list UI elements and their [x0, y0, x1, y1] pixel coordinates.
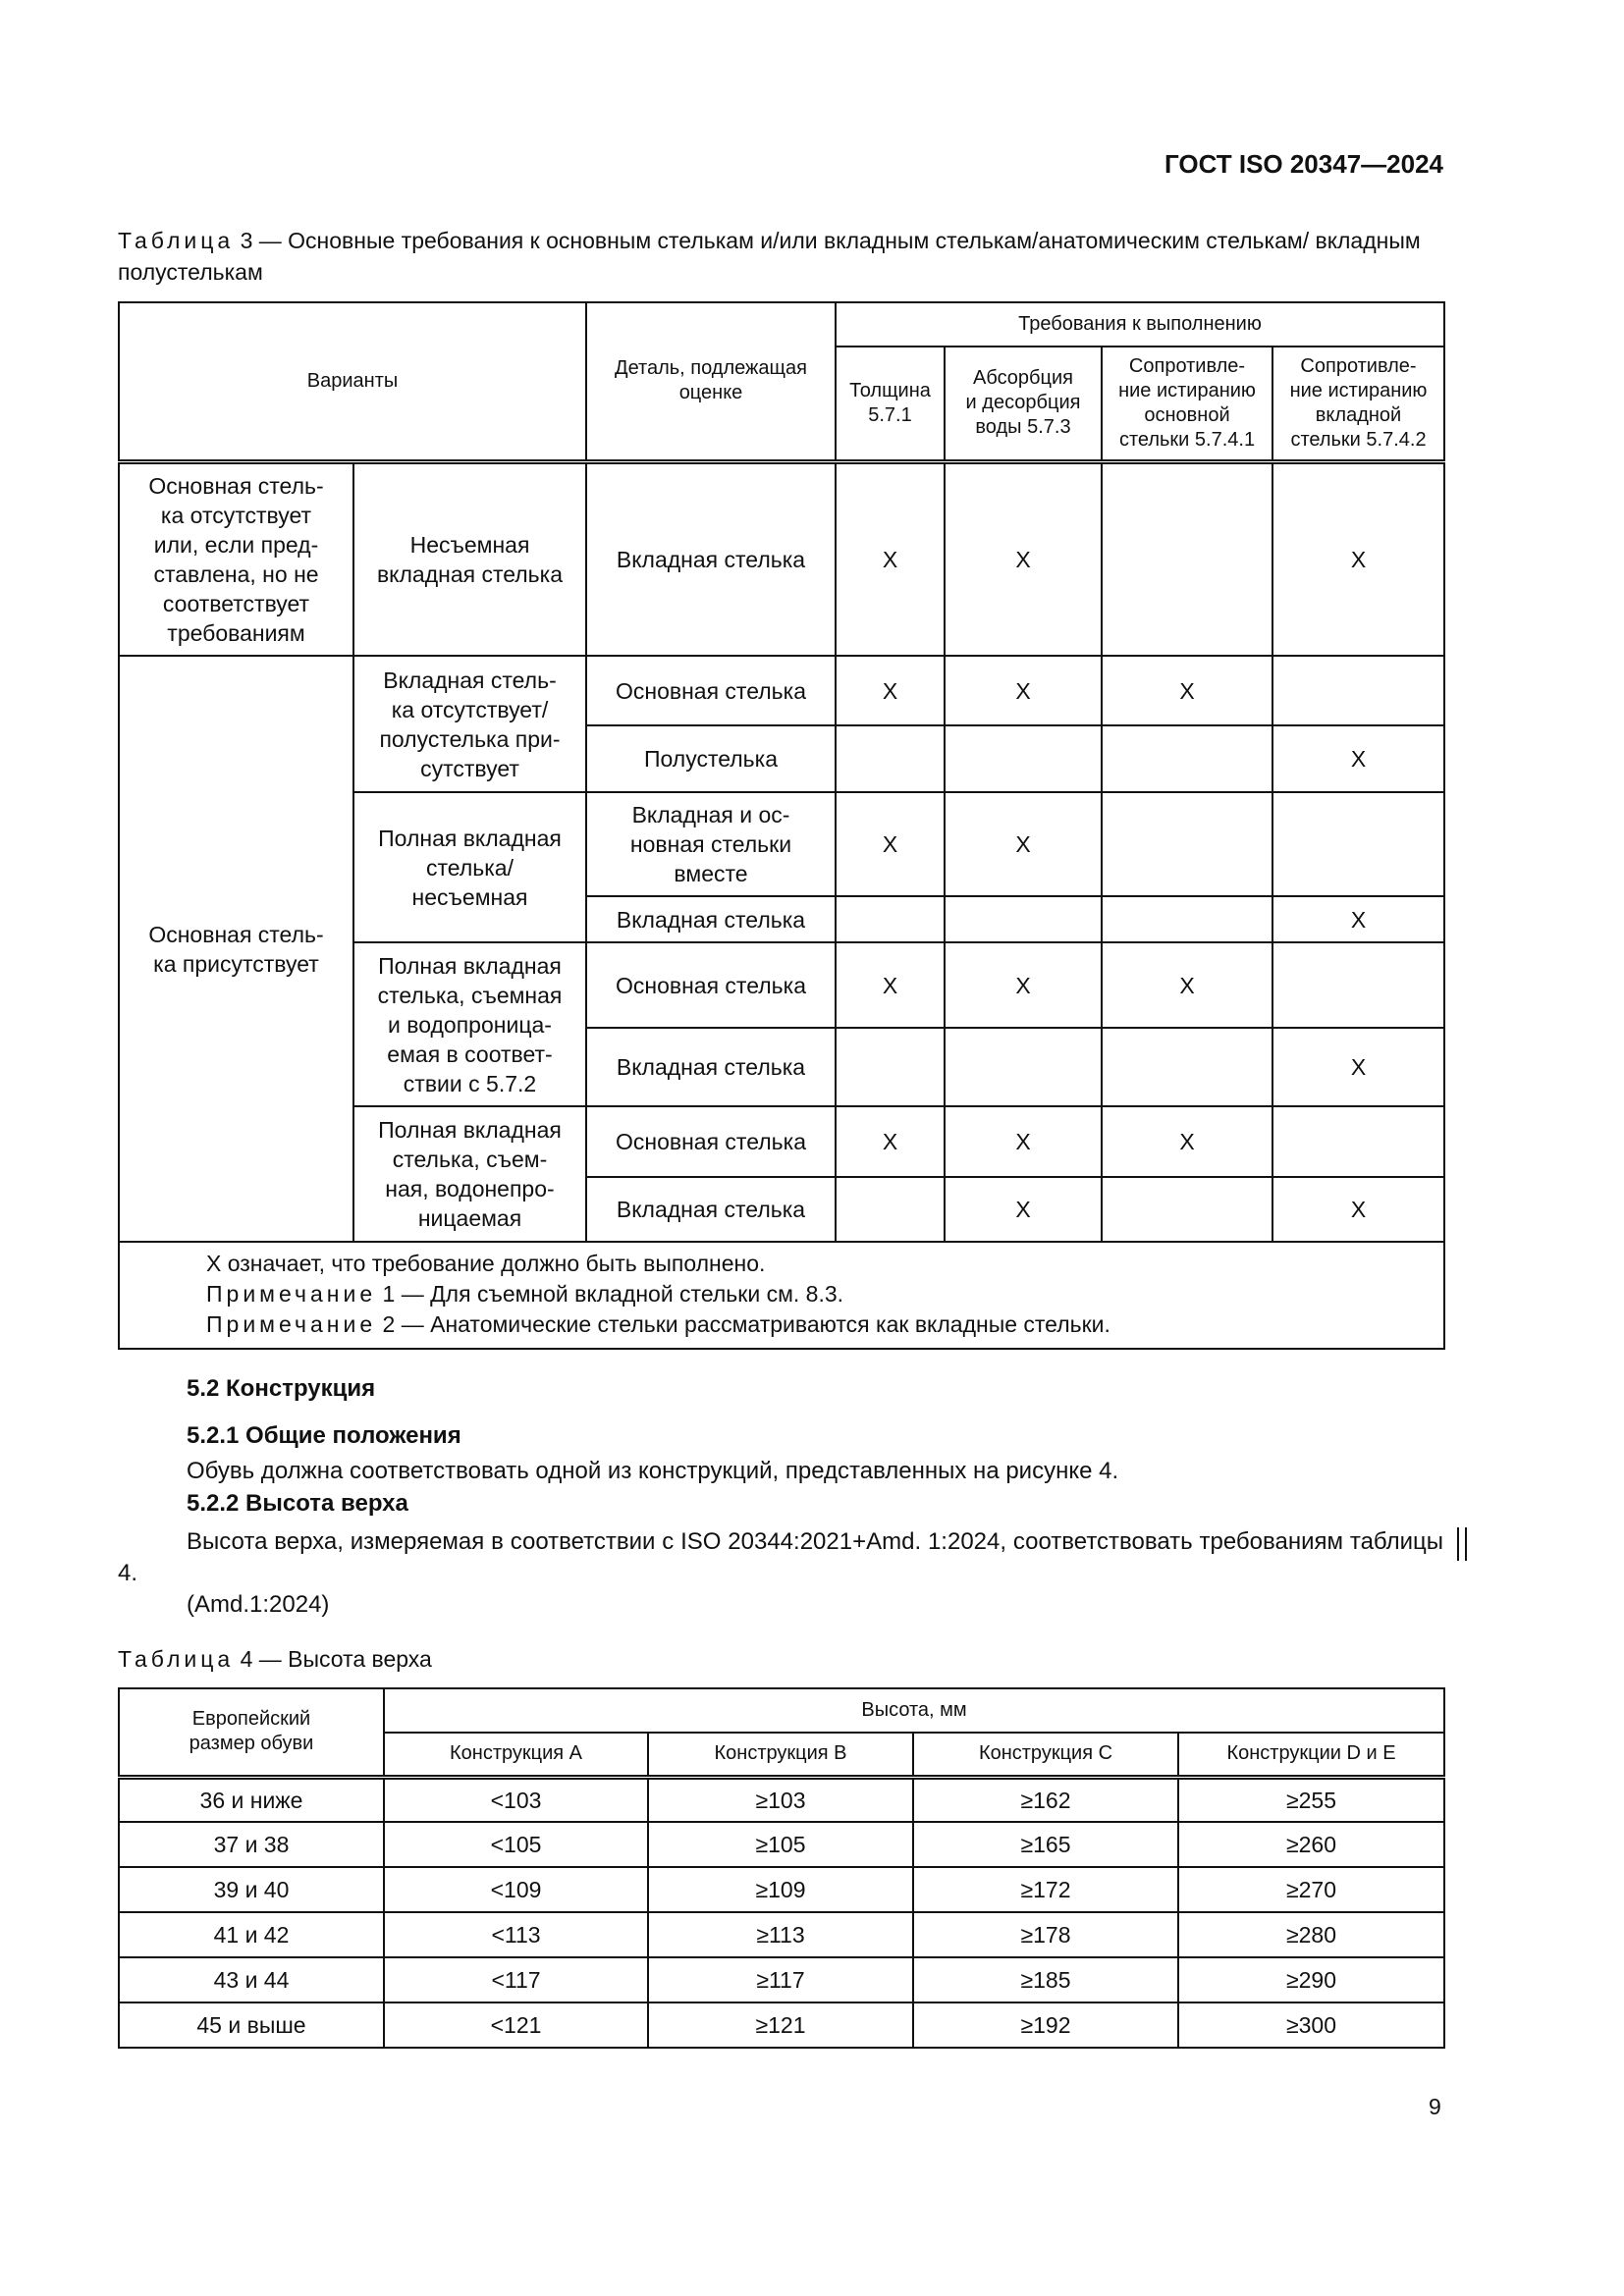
header-req-col: Абсорбция и десорбция воды 5.7.3: [945, 347, 1102, 461]
header-construction: Конструкция B: [648, 1733, 913, 1777]
requirement-mark: [1102, 1028, 1272, 1106]
height-cell: ≥103: [648, 1777, 913, 1822]
height-cell: ≥255: [1178, 1777, 1444, 1822]
caption-label: Таблица: [118, 228, 235, 253]
amendment-ref: (Amd.1:2024): [187, 1591, 330, 1618]
height-cell: <103: [384, 1777, 648, 1822]
header-req-col: Сопротивле- ние истиранию вкладной стельки 5.7.4.2: [1272, 347, 1444, 461]
table4-caption: [118, 1643, 1443, 1675]
size-cell: 41 и 42: [119, 1912, 384, 1957]
variant-subgroup: Несъемная вкладная стелька: [353, 461, 586, 656]
section-5-2-heading: 5.2 Конструкция: [187, 1375, 376, 1402]
detail-cell: Вкладная и ос- новная стельки вместе: [586, 792, 836, 896]
note-2: [206, 1309, 1443, 1340]
size-cell: 37 и 38: [119, 1822, 384, 1867]
height-cell: ≥165: [913, 1822, 1178, 1867]
requirement-mark: X: [1272, 1177, 1444, 1242]
upper-height-table: [118, 1687, 1445, 2049]
variant-subgroup: Вкладная стель- ка отсутствует/ полустелька при- сутствует: [353, 656, 586, 792]
height-cell: ≥109: [648, 1867, 913, 1912]
section-5-2-1-heading: 5.2.1 Общие положения: [187, 1422, 461, 1449]
height-cell: <117: [384, 1957, 648, 2002]
requirement-mark: X: [1272, 896, 1444, 942]
requirement-mark: [836, 1177, 945, 1242]
requirement-mark: [1272, 942, 1444, 1028]
header-size: Европейский размер обуви: [119, 1688, 384, 1777]
requirement-mark: X: [836, 1106, 945, 1177]
note-text: 2 — Анатомические стельки рассматриваются как вкладные стельки.: [382, 1311, 1110, 1337]
change-marker: [1457, 1527, 1467, 1561]
section-5-2-2-heading: 5.2.2 Высота верха: [187, 1490, 408, 1517]
caption-text: 4 — Высота верха: [240, 1646, 432, 1672]
insole-requirements-table: [118, 301, 1445, 1350]
height-cell: ≥105: [648, 1822, 913, 1867]
requirement-mark: [836, 725, 945, 792]
size-cell: 45 и выше: [119, 2002, 384, 2048]
requirement-mark: [1272, 792, 1444, 896]
requirement-mark: X: [945, 1177, 1102, 1242]
requirement-mark: [1102, 725, 1272, 792]
detail-cell: Вкладная стелька: [586, 1028, 836, 1106]
table3-caption: [118, 225, 1443, 288]
height-cell: ≥280: [1178, 1912, 1444, 1957]
variant-group: Основная стель- ка отсутствует или, если пред- ставлена, но не соответствует требованиям: [119, 461, 353, 656]
height-cell: ≥192: [913, 2002, 1178, 2048]
height-cell: ≥172: [913, 1867, 1178, 1912]
section-5-2-1-text: Обувь должна соответствовать одной из конструкций, представленных на рисунке 4.: [187, 1458, 1119, 1484]
requirement-mark: X: [1102, 656, 1272, 725]
caption-text: 3 — Основные требования к основным стелькам и/или вкладным стелькам/анатомическим стелькам/ вкладным полустелькам: [118, 228, 1421, 285]
requirement-mark: X: [836, 461, 945, 656]
document-id: ГОСТ ISO 20347—2024: [1164, 149, 1443, 179]
requirement-mark: [1102, 792, 1272, 896]
requirement-mark: X: [836, 792, 945, 896]
size-cell: 43 и 44: [119, 1957, 384, 2002]
requirement-mark: [945, 896, 1102, 942]
requirement-mark: X: [945, 942, 1102, 1028]
height-cell: ≥270: [1178, 1867, 1444, 1912]
table-row: [119, 1957, 1444, 2002]
requirement-mark: X: [945, 792, 1102, 896]
variant-subgroup: Полная вкладная стелька/ несъемная: [353, 792, 586, 942]
requirement-mark: X: [945, 461, 1102, 656]
header-construction: Конструкции D и E: [1178, 1733, 1444, 1777]
legend-note: X означает, что требование должно быть выполнено.: [206, 1251, 766, 1276]
table-row: [119, 1242, 1444, 1349]
requirement-mark: X: [1102, 942, 1272, 1028]
header-detail: Деталь, подлежащая оценке: [586, 302, 836, 461]
height-cell: ≥113: [648, 1912, 913, 1957]
requirement-mark: [1102, 1177, 1272, 1242]
note-label: Примечание: [206, 1281, 377, 1307]
header-construction: Конструкция A: [384, 1733, 648, 1777]
variant-subgroup: Полная вкладная стелька, съем- ная, водонепро- ницаемая: [353, 1106, 586, 1242]
detail-cell: Вкладная стелька: [586, 1177, 836, 1242]
size-cell: 36 и ниже: [119, 1777, 384, 1822]
height-cell: ≥117: [648, 1957, 913, 2002]
note-text: 1 — Для съемной вкладной стельки см. 8.3.: [382, 1281, 844, 1307]
header-req-col: Толщина 5.7.1: [836, 347, 945, 461]
height-cell: ≥300: [1178, 2002, 1444, 2048]
requirement-mark: [836, 896, 945, 942]
caption-label: Таблица: [118, 1646, 235, 1672]
height-cell: ≥121: [648, 2002, 913, 2048]
height-cell: ≥178: [913, 1912, 1178, 1957]
table-row: [119, 2002, 1444, 2048]
detail-cell: Вкладная стелька: [586, 461, 836, 656]
height-cell: <121: [384, 2002, 648, 2048]
requirement-mark: [945, 725, 1102, 792]
height-cell: <109: [384, 1867, 648, 1912]
height-cell: ≥260: [1178, 1822, 1444, 1867]
requirement-mark: X: [1272, 725, 1444, 792]
variant-group: Основная стель- ка присутствует: [119, 656, 353, 1242]
table-row: [119, 302, 1444, 347]
header-req-col: Сопротивле- ние истиранию основной стельки 5.7.4.1: [1102, 347, 1272, 461]
requirement-mark: X: [836, 942, 945, 1028]
requirement-mark: X: [836, 656, 945, 725]
header-variants: Варианты: [119, 302, 586, 461]
requirement-mark: [945, 1028, 1102, 1106]
height-cell: ≥162: [913, 1777, 1178, 1822]
table-row: [119, 1867, 1444, 1912]
table-row: [119, 1688, 1444, 1733]
requirement-mark: X: [1102, 1106, 1272, 1177]
page-number: 9: [1429, 2094, 1441, 2119]
requirement-mark: X: [945, 1106, 1102, 1177]
table-row: [119, 1912, 1444, 1957]
requirement-mark: [1102, 896, 1272, 942]
table-notes: [119, 1242, 1444, 1349]
header-height: Высота, мм: [384, 1688, 1444, 1733]
header-requirements: Требования к выполнению: [836, 302, 1444, 347]
table-row: [119, 1777, 1444, 1822]
height-cell: ≥185: [913, 1957, 1178, 2002]
table-row: [119, 656, 1444, 725]
height-cell: <113: [384, 1912, 648, 1957]
requirement-mark: X: [1272, 1028, 1444, 1106]
header-construction: Конструкция C: [913, 1733, 1178, 1777]
requirement-mark: [1272, 656, 1444, 725]
table-row: [119, 1822, 1444, 1867]
requirement-mark: [1102, 461, 1272, 656]
height-cell: ≥290: [1178, 1957, 1444, 2002]
detail-cell: Основная стелька: [586, 1106, 836, 1177]
detail-cell: Полустелька: [586, 725, 836, 792]
requirement-mark: [836, 1028, 945, 1106]
detail-cell: Основная стелька: [586, 656, 836, 725]
requirement-mark: X: [945, 656, 1102, 725]
requirement-mark: X: [1272, 461, 1444, 656]
requirement-mark: [1272, 1106, 1444, 1177]
section-5-2-2-text: Высота верха, измеряемая в соответствии с ISO 20344:2021+Amd. 1:2024, соответствовать требованиям таблицы 4.: [118, 1528, 1443, 1586]
detail-cell: Основная стелька: [586, 942, 836, 1028]
height-cell: <105: [384, 1822, 648, 1867]
note-label: Примечание: [206, 1311, 377, 1337]
detail-cell: Вкладная стелька: [586, 896, 836, 942]
table-row: [119, 461, 1444, 656]
variant-subgroup: Полная вкладная стелька, съемная и водопроница- емая в соответ- ствии с 5.7.2: [353, 942, 586, 1106]
note-1: [206, 1279, 1443, 1309]
size-cell: 39 и 40: [119, 1867, 384, 1912]
